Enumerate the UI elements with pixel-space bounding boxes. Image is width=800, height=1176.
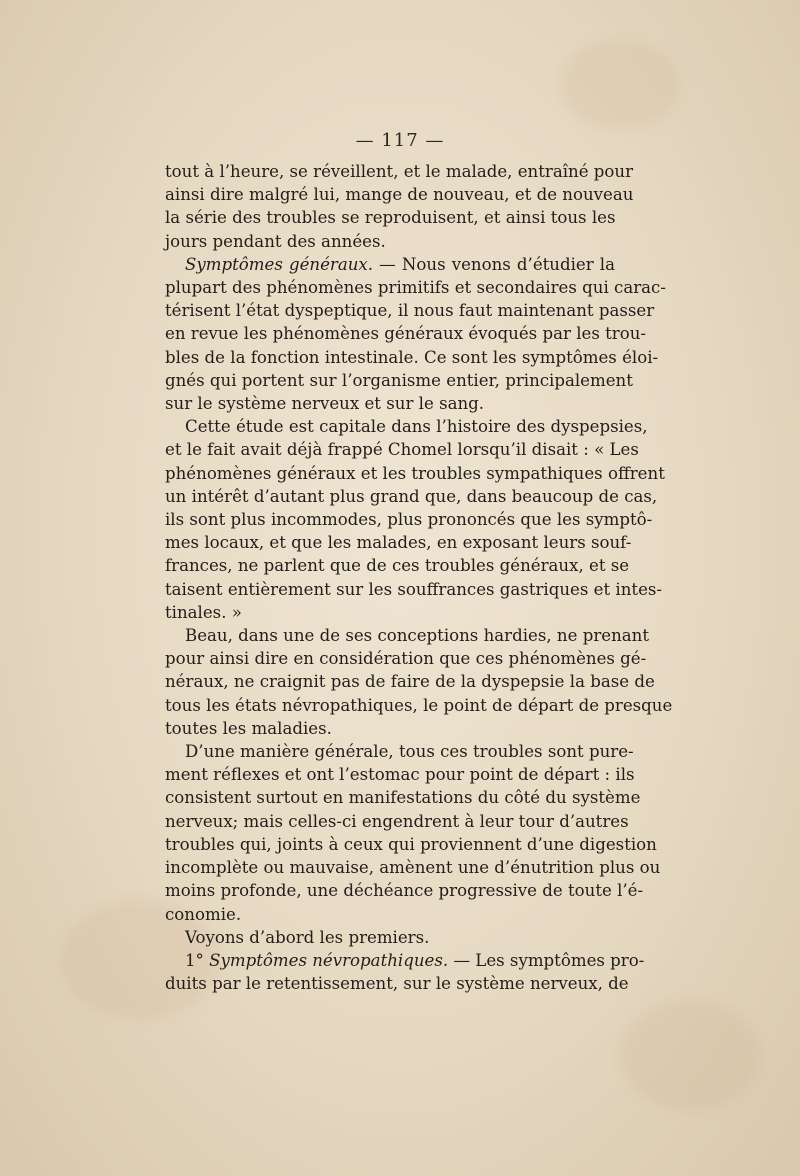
text-line: Beau, dans une de ses conceptions hardies, ne prenant	[185, 626, 650, 646]
text-line: un intérêt d’autant plus grand que, dans beaucoup de cas,	[165, 486, 658, 506]
paragraph	[165, 415, 665, 624]
page-number: — 117 —	[355, 130, 445, 151]
text-line: ils sont plus incommodes, plus prononcés que les symptô-	[165, 510, 653, 530]
body-text	[165, 160, 673, 995]
text-line: troubles qui, joints à ceux qui proviennent d’une digestion	[165, 834, 657, 854]
paragraph	[165, 949, 645, 995]
text-line: ment réflexes et ont l’estomac pour point de départ : ils	[165, 765, 635, 785]
text-line: frances, ne parlent que de ces troubles généraux, et se	[165, 556, 630, 576]
paragraph	[165, 624, 673, 740]
section-number: 1°	[185, 950, 204, 970]
text-line: néraux, ne craignit pas de faire de la dyspepsie la base de	[165, 672, 655, 692]
text-line: sur le système nerveux et sur le sang.	[165, 394, 485, 414]
text-line: toutes les maladies.	[165, 718, 332, 738]
text-line: D’une manière générale, tous ces troubles sont pure-	[185, 742, 634, 762]
text-line: conomie.	[165, 904, 242, 924]
text-line: phénomènes généraux et les troubles sympathiques offrent	[165, 463, 665, 483]
paragraph	[165, 253, 666, 415]
text-line: incomplète ou mauvaise, amènent une d’énutrition plus ou	[165, 858, 661, 878]
text-line: Voyons d’abord les premiers.	[185, 927, 430, 947]
paragraph	[165, 926, 615, 949]
paragraph	[165, 160, 634, 253]
text-line: la série des troubles se reproduisent, et ainsi tous les	[165, 208, 616, 228]
text-line: tinales. »	[165, 602, 242, 622]
text-line: duits par le retentissement, sur le système nerveux, de	[165, 974, 629, 994]
text-line: gnés qui portent sur l’organisme entier, principalement	[165, 370, 633, 390]
text-line: consistent surtout en manifestations du côté du système	[165, 788, 641, 808]
paper-stain	[620, 1000, 760, 1110]
paper-stain	[560, 40, 680, 130]
text-line: bles de la fonction intestinale. Ce sont les symptômes éloi-	[165, 347, 659, 367]
text-line: ainsi dire malgré lui, mange de nouveau, et de nouveau	[165, 185, 634, 205]
text-line: nerveux; mais celles-ci engendrent à leur tour d’autres	[165, 811, 629, 831]
text-line: et le fait avait déjà frappé Chomel lorsqu’il disait : « Les	[165, 440, 639, 460]
text-line: jours pendant des années.	[165, 231, 386, 251]
section-heading: Symptômes névropathiques.	[209, 950, 449, 970]
text-line: Cette étude est capitale dans l’histoire des dyspepsies,	[185, 417, 648, 437]
paragraph	[165, 740, 661, 926]
text-run: — Nous venons d’étudier la	[379, 254, 615, 274]
section-heading: Symptômes généraux.	[185, 254, 374, 274]
text-line: tout à l’heure, se réveillent, et le malade, entraîné pour	[165, 162, 634, 181]
text-line: pour ainsi dire en considération que ces phénomènes gé-	[165, 649, 647, 669]
text-line: moins profonde, une déchéance progressive de toute l’é-	[165, 881, 644, 901]
text-line: mes locaux, et que les malades, en exposant leurs souf-	[165, 533, 632, 553]
text-line: taisent entièrement sur les souffrances gastriques et intes-	[165, 579, 663, 599]
text-line: térisent l’état dyspeptique, il nous faut maintenant passer	[165, 301, 655, 321]
text-line: tous les états névropathiques, le point de départ de presque	[165, 695, 673, 715]
text-line	[165, 949, 645, 972]
text-line: plupart des phénomènes primitifs et secondaires qui carac-	[165, 278, 666, 298]
text-line	[165, 253, 615, 276]
text-run: — Les symptômes pro-	[453, 950, 645, 970]
text-line: en revue les phénomènes généraux évoqués par les trou-	[165, 324, 646, 344]
